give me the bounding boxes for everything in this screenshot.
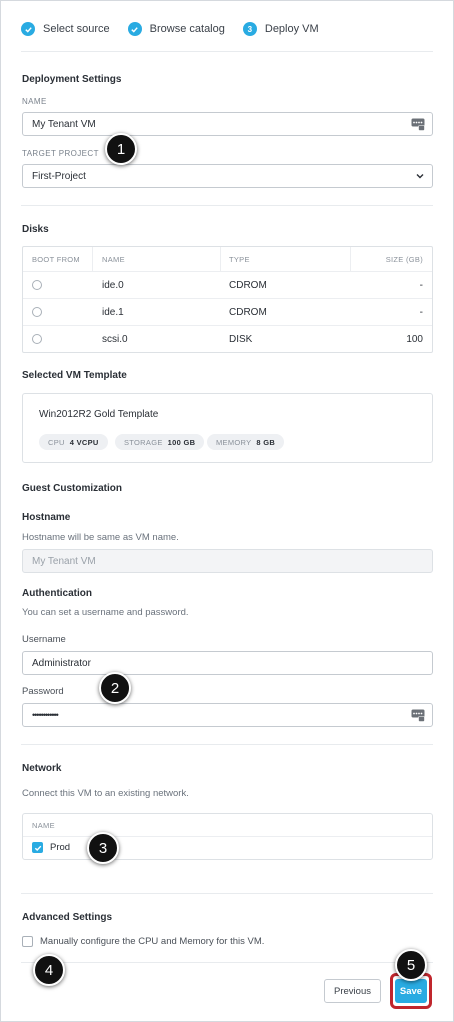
divider [21,893,433,894]
network-checkbox[interactable] [32,842,43,853]
username-input[interactable] [22,651,433,675]
divider [21,744,433,745]
spec-key: MEMORY [216,437,252,447]
password-label: Password [22,686,64,697]
name-input[interactable] [22,112,433,136]
manual-config-checkbox[interactable] [22,936,33,947]
column-separator [92,247,93,271]
wizard-steps [21,20,337,38]
username-label: Username [22,634,66,645]
chevron-down-icon [416,172,424,180]
template-name: Win2012R2 Gold Template [39,409,159,420]
step-number: 3 [243,22,257,36]
column-header: TYPE [229,254,250,264]
disks-table [22,246,433,353]
step-label: Deploy VM [264,23,319,35]
spec-key: CPU [48,437,65,447]
disks-heading: Disks [22,224,49,235]
password-manager-icon[interactable] [411,118,425,131]
check-icon [34,844,42,852]
column-header: NAME [102,254,125,264]
password-value: •••••••••••• [32,710,58,720]
save-button[interactable]: Save [395,979,427,1003]
check-icon [21,22,35,36]
divider [23,836,432,837]
password-manager-icon[interactable] [411,709,425,722]
divider [21,205,433,206]
column-separator [220,247,221,271]
disk-size: 100 [406,333,423,345]
cpu-spec [39,434,108,450]
step-deploy-vm[interactable] [243,22,319,36]
column-header: BOOT FROM [32,254,80,264]
target-project-label: TARGET PROJECT [22,149,99,158]
callout-marker-3: 3 [87,832,119,864]
deployment-settings-heading: Deployment Settings [22,74,122,85]
disk-type: CDROM [229,279,267,291]
callout-marker-2: 2 [99,672,131,704]
guest-customization-heading: Guest Customization [22,483,123,494]
target-project-select[interactable] [22,164,433,188]
previous-button[interactable]: Previous [324,979,381,1003]
boot-radio[interactable] [32,334,42,344]
network-hint: Connect this VM to an existing network. [22,788,189,799]
divider [21,962,433,963]
callout-marker-5: 5 [395,949,427,981]
boot-radio[interactable] [32,307,42,317]
disk-size: - [419,306,423,318]
column-header: NAME [32,821,55,830]
disk-name: scsi.0 [102,333,128,345]
network-heading: Network [22,763,62,774]
table-header [23,247,432,271]
column-separator [350,247,351,271]
name-label: NAME [22,97,47,106]
disk-type: DISK [229,333,253,345]
callout-marker-4: 4 [33,954,65,986]
spec-value: 100 GB [167,437,196,447]
network-item-prod[interactable] [32,842,70,853]
template-card [22,393,433,463]
authentication-hint: You can set a username and password. [22,607,189,618]
hostname-placeholder: My Tenant VM [32,555,96,567]
manual-config-option[interactable] [22,936,264,947]
spec-value: 8 GB [256,437,276,447]
table-row[interactable] [23,325,432,352]
advanced-settings-heading: Advanced Settings [22,912,113,923]
memory-spec [207,434,284,450]
username-value: Administrator [32,657,91,669]
spec-key: STORAGE [124,437,163,447]
table-row[interactable] [23,271,432,298]
check-icon [128,22,142,36]
disk-type: CDROM [229,306,267,318]
disk-size: - [419,279,423,291]
step-select-source[interactable] [21,22,110,36]
boot-radio[interactable] [32,280,42,290]
column-header: SIZE (GB) [385,254,423,264]
manual-config-label: Manually configure the CPU and Memory for this VM. [40,936,265,947]
name-value: My Tenant VM [32,118,96,130]
step-label: Select source [43,23,110,35]
storage-spec [115,434,204,450]
spec-value: 4 VCPU [69,437,99,447]
divider [21,51,433,52]
step-browse-catalog[interactable] [128,22,225,36]
callout-marker-1: 1 [105,133,137,165]
selected-template-heading: Selected VM Template [22,370,127,381]
password-input[interactable] [22,703,433,727]
table-row[interactable] [23,298,432,325]
target-project-value: First-Project [32,170,86,182]
network-table [22,813,433,860]
network-label: Prod [50,842,71,853]
hostname-heading: Hostname [22,512,71,523]
hostname-input [22,549,433,573]
disk-name: ide.1 [102,306,124,318]
authentication-heading: Authentication [22,588,92,599]
step-label: Browse catalog [149,23,225,35]
hostname-hint: Hostname will be same as VM name. [22,532,179,543]
disk-name: ide.0 [102,279,124,291]
